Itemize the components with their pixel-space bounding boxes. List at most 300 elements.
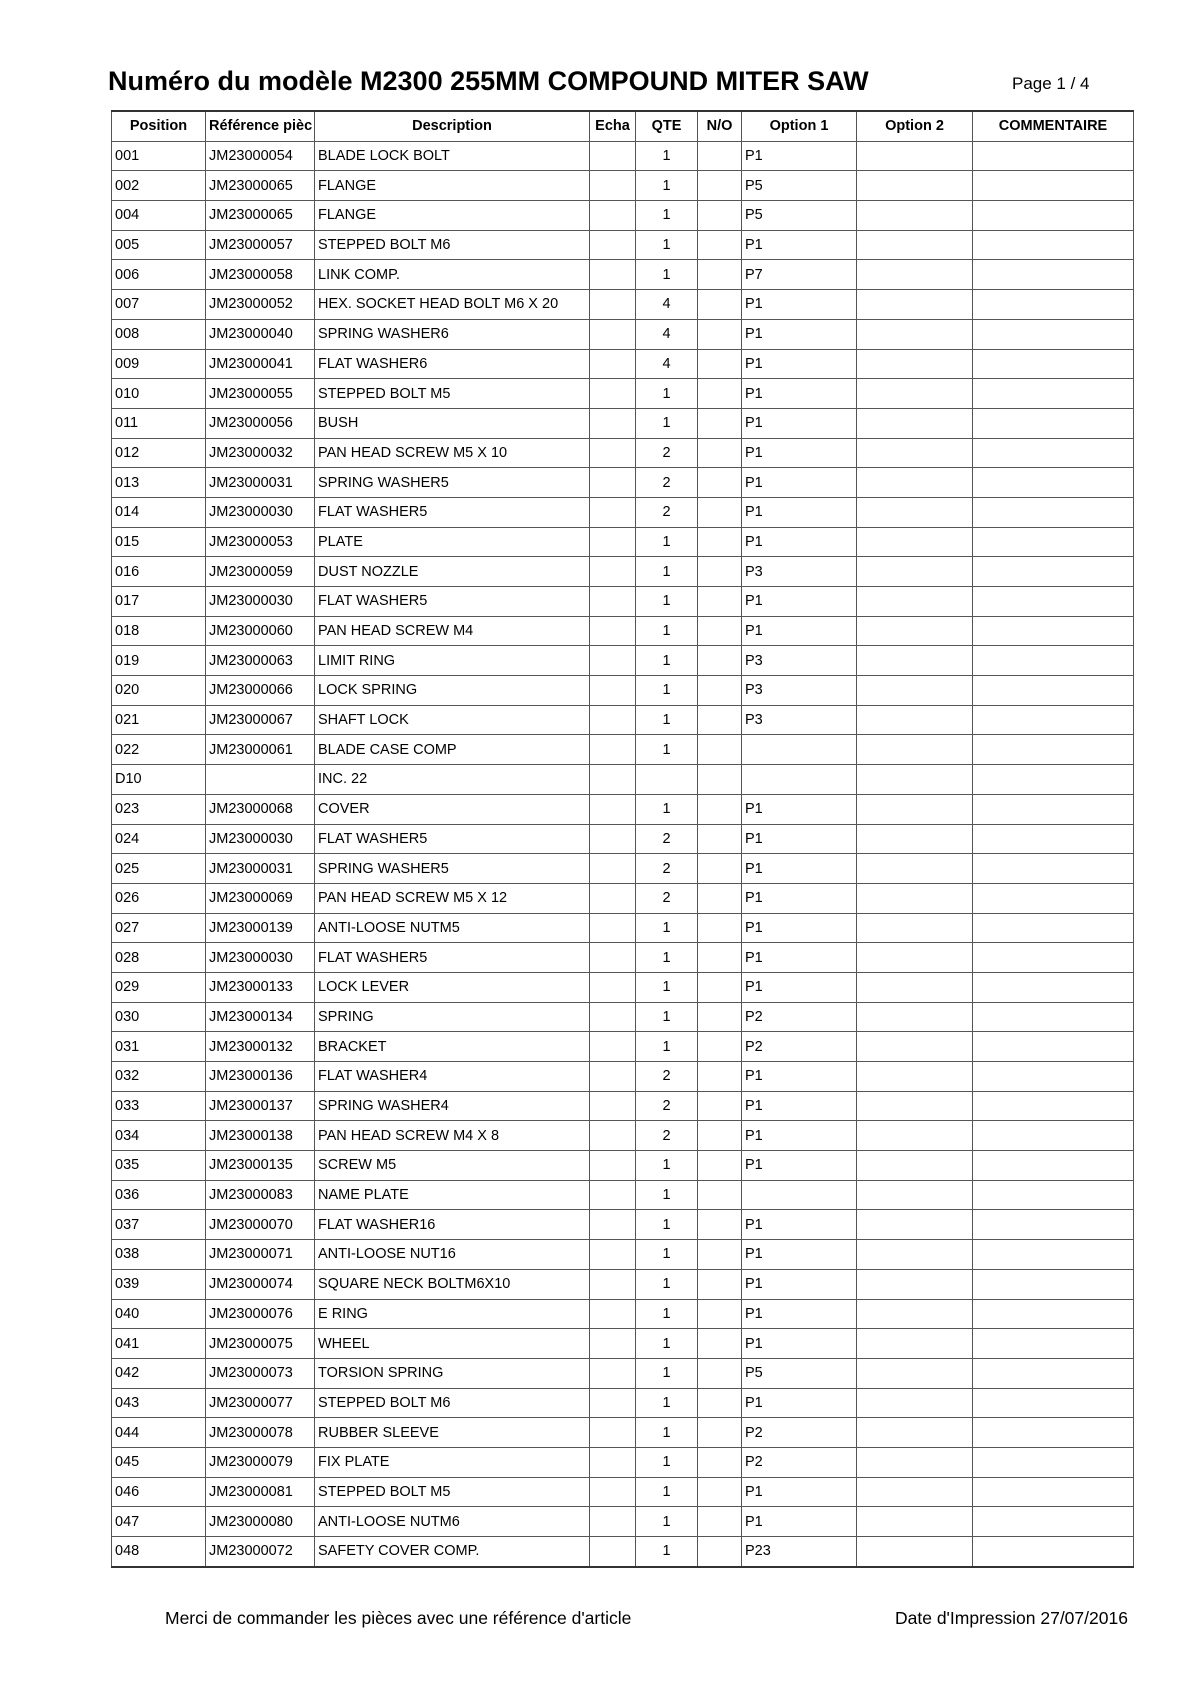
cell-option-2 — [857, 141, 973, 171]
cell-reference: JM23000071 — [206, 1240, 315, 1270]
cell-description: LOCK LEVER — [315, 972, 590, 1002]
cell-echange — [590, 646, 636, 676]
cell-echange — [590, 1537, 636, 1567]
cell-no — [698, 379, 742, 409]
cell-qte: 2 — [636, 883, 698, 913]
cell-reference: JM23000031 — [206, 854, 315, 884]
cell-reference: JM23000078 — [206, 1418, 315, 1448]
cell-echange — [590, 676, 636, 706]
cell-position: 005 — [112, 230, 206, 260]
table-row — [112, 497, 1134, 527]
cell-no — [698, 1180, 742, 1210]
cell-qte: 1 — [636, 1507, 698, 1537]
cell-commentaire — [973, 1269, 1134, 1299]
column-header-commentaire: COMMENTAIRE — [973, 111, 1134, 141]
cell-echange — [590, 1180, 636, 1210]
cell-position: 010 — [112, 379, 206, 409]
cell-reference: JM23000068 — [206, 794, 315, 824]
cell-option-1: P1 — [742, 290, 857, 320]
cell-commentaire — [973, 1091, 1134, 1121]
cell-option-1: P1 — [742, 943, 857, 973]
cell-description: BLADE CASE COMP — [315, 735, 590, 765]
table-row — [112, 1240, 1134, 1270]
table-row — [112, 913, 1134, 943]
cell-commentaire — [973, 854, 1134, 884]
table-row — [112, 1210, 1134, 1240]
cell-description: COVER — [315, 794, 590, 824]
cell-no — [698, 438, 742, 468]
cell-echange — [590, 201, 636, 231]
cell-echange — [590, 290, 636, 320]
cell-option-1: P1 — [742, 349, 857, 379]
cell-option-1: P1 — [742, 408, 857, 438]
cell-reference: JM23000056 — [206, 408, 315, 438]
table-row — [112, 527, 1134, 557]
cell-position: 040 — [112, 1299, 206, 1329]
cell-no — [698, 497, 742, 527]
column-header-option-1: Option 1 — [742, 111, 857, 141]
cell-echange — [590, 260, 636, 290]
cell-commentaire — [973, 1388, 1134, 1418]
cell-qte: 2 — [636, 824, 698, 854]
cell-position: 032 — [112, 1062, 206, 1092]
cell-commentaire — [973, 1537, 1134, 1567]
cell-reference: JM23000132 — [206, 1032, 315, 1062]
cell-qte: 1 — [636, 1002, 698, 1032]
cell-option-2 — [857, 1447, 973, 1477]
cell-reference: JM23000059 — [206, 557, 315, 587]
cell-position: 045 — [112, 1447, 206, 1477]
cell-description: FLAT WASHER5 — [315, 497, 590, 527]
cell-no — [698, 527, 742, 557]
cell-description: BLADE LOCK BOLT — [315, 141, 590, 171]
cell-commentaire — [973, 1210, 1134, 1240]
cell-qte: 1 — [636, 735, 698, 765]
cell-commentaire — [973, 913, 1134, 943]
cell-reference: JM23000032 — [206, 438, 315, 468]
cell-qte: 1 — [636, 557, 698, 587]
cell-option-1: P1 — [742, 1151, 857, 1181]
cell-echange — [590, 1151, 636, 1181]
cell-description: SCREW M5 — [315, 1151, 590, 1181]
cell-qte: 1 — [636, 1269, 698, 1299]
parts-table — [111, 110, 1134, 1568]
cell-no — [698, 616, 742, 646]
cell-no — [698, 854, 742, 884]
cell-no — [698, 201, 742, 231]
cell-description: PAN HEAD SCREW M5 X 10 — [315, 438, 590, 468]
cell-qte: 1 — [636, 972, 698, 1002]
cell-reference: JM23000081 — [206, 1477, 315, 1507]
cell-echange — [590, 1269, 636, 1299]
cell-option-1: P1 — [742, 1121, 857, 1151]
cell-position: 046 — [112, 1477, 206, 1507]
cell-qte: 1 — [636, 587, 698, 617]
cell-option-2 — [857, 379, 973, 409]
cell-position: 033 — [112, 1091, 206, 1121]
cell-reference: JM23000075 — [206, 1329, 315, 1359]
cell-description: LIMIT RING — [315, 646, 590, 676]
cell-option-2 — [857, 1210, 973, 1240]
cell-reference: JM23000077 — [206, 1388, 315, 1418]
cell-option-1: P3 — [742, 646, 857, 676]
cell-position: 043 — [112, 1388, 206, 1418]
cell-qte: 1 — [636, 1180, 698, 1210]
cell-qte: 1 — [636, 1537, 698, 1567]
table-row — [112, 824, 1134, 854]
cell-no — [698, 171, 742, 201]
cell-echange — [590, 1121, 636, 1151]
cell-echange — [590, 883, 636, 913]
cell-description: ANTI-LOOSE NUTM6 — [315, 1507, 590, 1537]
cell-reference: JM23000055 — [206, 379, 315, 409]
cell-qte: 2 — [636, 497, 698, 527]
cell-echange — [590, 913, 636, 943]
cell-commentaire — [973, 676, 1134, 706]
table-row — [112, 141, 1134, 171]
cell-qte: 1 — [636, 1032, 698, 1062]
cell-option-1: P3 — [742, 705, 857, 735]
parts-table-body — [112, 141, 1134, 1567]
cell-commentaire — [973, 883, 1134, 913]
cell-description: INC. 22 — [315, 765, 590, 795]
column-header-qte: QTE — [636, 111, 698, 141]
cell-option-1: P1 — [742, 1329, 857, 1359]
cell-position: 026 — [112, 883, 206, 913]
cell-no — [698, 408, 742, 438]
cell-no — [698, 705, 742, 735]
cell-qte: 1 — [636, 171, 698, 201]
cell-no — [698, 557, 742, 587]
cell-no — [698, 1418, 742, 1448]
cell-reference: JM23000067 — [206, 705, 315, 735]
cell-option-2 — [857, 319, 973, 349]
cell-option-2 — [857, 854, 973, 884]
cell-commentaire — [973, 705, 1134, 735]
cell-reference: JM23000061 — [206, 735, 315, 765]
cell-qte: 1 — [636, 1418, 698, 1448]
cell-description: SQUARE NECK BOLTM6X10 — [315, 1269, 590, 1299]
cell-description: WHEEL — [315, 1329, 590, 1359]
cell-reference: JM23000030 — [206, 943, 315, 973]
cell-position: 030 — [112, 1002, 206, 1032]
cell-echange — [590, 319, 636, 349]
cell-reference: JM23000041 — [206, 349, 315, 379]
cell-option-1: P1 — [742, 527, 857, 557]
cell-option-1: P1 — [742, 824, 857, 854]
cell-echange — [590, 497, 636, 527]
cell-option-1: P1 — [742, 1507, 857, 1537]
cell-option-2 — [857, 201, 973, 231]
footer-print-date: Date d'Impression 27/07/2016 — [895, 1608, 1128, 1628]
cell-reference: JM23000060 — [206, 616, 315, 646]
cell-echange — [590, 349, 636, 379]
table-row — [112, 587, 1134, 617]
cell-qte: 2 — [636, 438, 698, 468]
table-row — [112, 1447, 1134, 1477]
cell-option-2 — [857, 1329, 973, 1359]
column-header-reference: Référence pièc — [206, 111, 315, 141]
cell-option-1: P3 — [742, 676, 857, 706]
cell-position: 018 — [112, 616, 206, 646]
cell-description: FIX PLATE — [315, 1447, 590, 1477]
cell-reference: JM23000134 — [206, 1002, 315, 1032]
cell-qte: 1 — [636, 1358, 698, 1388]
cell-qte: 1 — [636, 1477, 698, 1507]
cell-commentaire — [973, 735, 1134, 765]
cell-echange — [590, 1388, 636, 1418]
cell-commentaire — [973, 527, 1134, 557]
cell-reference: JM23000052 — [206, 290, 315, 320]
cell-no — [698, 1299, 742, 1329]
cell-commentaire — [973, 408, 1134, 438]
cell-no — [698, 587, 742, 617]
cell-commentaire — [973, 1358, 1134, 1388]
cell-commentaire — [973, 1447, 1134, 1477]
cell-option-2 — [857, 408, 973, 438]
cell-option-2 — [857, 1418, 973, 1448]
cell-commentaire — [973, 1002, 1134, 1032]
cell-position: 031 — [112, 1032, 206, 1062]
cell-option-2 — [857, 1032, 973, 1062]
table-row — [112, 1507, 1134, 1537]
table-row — [112, 616, 1134, 646]
cell-position: 004 — [112, 201, 206, 231]
cell-no — [698, 1507, 742, 1537]
cell-echange — [590, 854, 636, 884]
cell-reference: JM23000073 — [206, 1358, 315, 1388]
cell-position: 019 — [112, 646, 206, 676]
cell-position: 014 — [112, 497, 206, 527]
cell-description: LOCK SPRING — [315, 676, 590, 706]
cell-echange — [590, 1240, 636, 1270]
cell-option-2 — [857, 230, 973, 260]
cell-option-1: P1 — [742, 794, 857, 824]
cell-no — [698, 1151, 742, 1181]
cell-option-2 — [857, 557, 973, 587]
cell-option-2 — [857, 438, 973, 468]
cell-echange — [590, 943, 636, 973]
cell-no — [698, 943, 742, 973]
cell-option-1: P1 — [742, 883, 857, 913]
cell-no — [698, 646, 742, 676]
cell-no — [698, 883, 742, 913]
cell-qte: 1 — [636, 1299, 698, 1329]
cell-position: 015 — [112, 527, 206, 557]
column-header-no: N/O — [698, 111, 742, 141]
cell-qte: 1 — [636, 260, 698, 290]
cell-description: SPRING WASHER5 — [315, 854, 590, 884]
cell-reference: JM23000066 — [206, 676, 315, 706]
cell-position: 036 — [112, 1180, 206, 1210]
cell-qte: 1 — [636, 230, 698, 260]
cell-qte: 1 — [636, 676, 698, 706]
cell-reference: JM23000137 — [206, 1091, 315, 1121]
cell-echange — [590, 1002, 636, 1032]
cell-qte: 1 — [636, 943, 698, 973]
cell-option-2 — [857, 943, 973, 973]
table-row — [112, 794, 1134, 824]
cell-no — [698, 1329, 742, 1359]
cell-qte: 1 — [636, 1151, 698, 1181]
table-row — [112, 408, 1134, 438]
cell-reference — [206, 765, 315, 795]
table-row — [112, 1418, 1134, 1448]
cell-commentaire — [973, 794, 1134, 824]
cell-option-1 — [742, 765, 857, 795]
cell-option-2 — [857, 171, 973, 201]
cell-commentaire — [973, 1299, 1134, 1329]
cell-option-2 — [857, 794, 973, 824]
table-row — [112, 468, 1134, 498]
table-row — [112, 1358, 1134, 1388]
cell-reference: JM23000083 — [206, 1180, 315, 1210]
cell-description: STEPPED BOLT M5 — [315, 379, 590, 409]
cell-no — [698, 972, 742, 1002]
cell-description: PAN HEAD SCREW M4 X 8 — [315, 1121, 590, 1151]
cell-option-1: P1 — [742, 616, 857, 646]
cell-option-1: P1 — [742, 1210, 857, 1240]
cell-commentaire — [973, 1477, 1134, 1507]
cell-echange — [590, 616, 636, 646]
table-row — [112, 1477, 1134, 1507]
cell-echange — [590, 468, 636, 498]
cell-position: 011 — [112, 408, 206, 438]
cell-commentaire — [973, 646, 1134, 676]
cell-option-1: P1 — [742, 1240, 857, 1270]
table-row — [112, 1032, 1134, 1062]
cell-position: 042 — [112, 1358, 206, 1388]
cell-option-1: P1 — [742, 972, 857, 1002]
cell-option-2 — [857, 1269, 973, 1299]
cell-commentaire — [973, 1507, 1134, 1537]
cell-option-2 — [857, 616, 973, 646]
cell-echange — [590, 824, 636, 854]
cell-description: HEX. SOCKET HEAD BOLT M6 X 20 — [315, 290, 590, 320]
cell-reference: JM23000133 — [206, 972, 315, 1002]
cell-qte: 1 — [636, 1240, 698, 1270]
cell-description: FLANGE — [315, 201, 590, 231]
cell-no — [698, 1447, 742, 1477]
cell-position: 035 — [112, 1151, 206, 1181]
cell-echange — [590, 408, 636, 438]
cell-reference: JM23000080 — [206, 1507, 315, 1537]
cell-echange — [590, 1032, 636, 1062]
cell-echange — [590, 1091, 636, 1121]
table-row — [112, 883, 1134, 913]
cell-echange — [590, 1418, 636, 1448]
cell-reference: JM23000069 — [206, 883, 315, 913]
cell-commentaire — [973, 230, 1134, 260]
cell-qte: 1 — [636, 1388, 698, 1418]
cell-option-2 — [857, 1240, 973, 1270]
cell-commentaire — [973, 171, 1134, 201]
cell-no — [698, 1240, 742, 1270]
cell-echange — [590, 557, 636, 587]
cell-reference: JM23000058 — [206, 260, 315, 290]
cell-description: PAN HEAD SCREW M5 X 12 — [315, 883, 590, 913]
cell-reference: JM23000063 — [206, 646, 315, 676]
cell-qte: 1 — [636, 527, 698, 557]
cell-reference: JM23000074 — [206, 1269, 315, 1299]
cell-description: DUST NOZZLE — [315, 557, 590, 587]
cell-position: 038 — [112, 1240, 206, 1270]
cell-no — [698, 468, 742, 498]
cell-no — [698, 824, 742, 854]
cell-option-1: P1 — [742, 438, 857, 468]
column-header-option-2: Option 2 — [857, 111, 973, 141]
cell-position: 034 — [112, 1121, 206, 1151]
cell-no — [698, 1091, 742, 1121]
cell-description: SPRING WASHER4 — [315, 1091, 590, 1121]
cell-qte: 1 — [636, 141, 698, 171]
cell-no — [698, 1121, 742, 1151]
cell-qte: 1 — [636, 646, 698, 676]
cell-option-1: P7 — [742, 260, 857, 290]
cell-option-1: P2 — [742, 1447, 857, 1477]
cell-description: STEPPED BOLT M6 — [315, 1388, 590, 1418]
table-row — [112, 438, 1134, 468]
cell-reference: JM23000065 — [206, 201, 315, 231]
table-row — [112, 1388, 1134, 1418]
cell-echange — [590, 735, 636, 765]
table-row — [112, 705, 1134, 735]
cell-option-2 — [857, 735, 973, 765]
cell-description: LINK COMP. — [315, 260, 590, 290]
cell-reference: JM23000076 — [206, 1299, 315, 1329]
cell-position: 022 — [112, 735, 206, 765]
cell-commentaire — [973, 319, 1134, 349]
cell-option-1: P5 — [742, 201, 857, 231]
cell-option-1: P23 — [742, 1537, 857, 1567]
cell-description: ANTI-LOOSE NUTM5 — [315, 913, 590, 943]
cell-commentaire — [973, 201, 1134, 231]
cell-option-2 — [857, 468, 973, 498]
cell-echange — [590, 705, 636, 735]
cell-qte: 2 — [636, 1062, 698, 1092]
cell-reference: JM23000135 — [206, 1151, 315, 1181]
cell-echange — [590, 527, 636, 557]
cell-option-2 — [857, 824, 973, 854]
cell-commentaire — [973, 497, 1134, 527]
cell-option-1: P1 — [742, 587, 857, 617]
cell-description: NAME PLATE — [315, 1180, 590, 1210]
cell-echange — [590, 1329, 636, 1359]
cell-position: 007 — [112, 290, 206, 320]
cell-description: SPRING WASHER5 — [315, 468, 590, 498]
cell-option-1: P3 — [742, 557, 857, 587]
cell-reference: JM23000057 — [206, 230, 315, 260]
cell-option-2 — [857, 1180, 973, 1210]
cell-qte: 1 — [636, 379, 698, 409]
cell-option-1: P1 — [742, 1299, 857, 1329]
table-row — [112, 765, 1134, 795]
document-title: Numéro du modèle M2300 255MM COMPOUND MITER SAW — [108, 66, 869, 96]
cell-reference: JM23000030 — [206, 497, 315, 527]
cell-description: PLATE — [315, 527, 590, 557]
table-row — [112, 735, 1134, 765]
cell-option-1: P2 — [742, 1418, 857, 1448]
cell-no — [698, 290, 742, 320]
cell-no — [698, 1477, 742, 1507]
cell-qte: 2 — [636, 854, 698, 884]
cell-option-2 — [857, 765, 973, 795]
cell-option-2 — [857, 1091, 973, 1121]
cell-option-1: P5 — [742, 171, 857, 201]
cell-echange — [590, 379, 636, 409]
cell-option-2 — [857, 587, 973, 617]
cell-reference: JM23000136 — [206, 1062, 315, 1092]
